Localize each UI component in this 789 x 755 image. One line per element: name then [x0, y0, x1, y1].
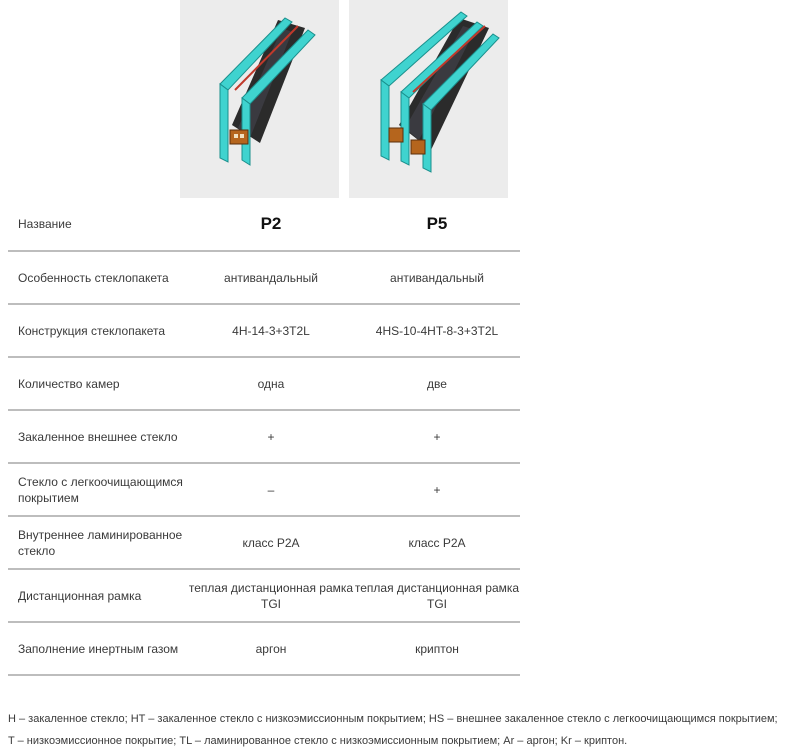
row-label: Количество камер — [8, 357, 188, 410]
cell-p5: антивандальный — [354, 251, 520, 304]
footnote — [8, 708, 788, 752]
double-glazing-section-icon — [180, 0, 339, 198]
table-row — [8, 357, 520, 410]
row-label: Внутреннее ламинированное стекло — [8, 516, 188, 569]
row-label: Конструкция стеклопакета — [8, 304, 188, 357]
column-title-p2: P2 — [188, 198, 354, 251]
column-title-p5: P5 — [354, 198, 520, 251]
cell-p2: + — [188, 410, 354, 463]
footnote-line-1: H – закаленное стекло; HT – закаленное стекло с низкоэмиссионным покрытием; HS – внешнее закаленное стекло с легкоочищающимся покрытием; — [8, 713, 778, 725]
cell-p2: одна — [188, 357, 354, 410]
product-image-p5 — [349, 0, 508, 198]
table-row — [8, 569, 520, 622]
row-label: Закаленное внешнее стекло — [8, 410, 188, 463]
table-row — [8, 622, 520, 675]
product-image-p2 — [180, 0, 339, 198]
cell-p2: – — [188, 463, 354, 516]
cell-p5: две — [354, 357, 520, 410]
cell-p2: класс P2A — [188, 516, 354, 569]
row-label: Дистанционная рамка — [8, 569, 188, 622]
cell-p5: криптон — [354, 622, 520, 675]
footnote-line-2: T – низкоэмиссионное покрытие; TL – ламинированное стекло с низкоэмиссионным покрытием; Ar – аргон; Kr – криптон. — [8, 735, 628, 747]
row-label: Заполнение инертным газом — [8, 622, 188, 675]
cell-p5: 4HS-10-4HT-8-3+3T2L — [354, 304, 520, 357]
cell-p2: аргон — [188, 622, 354, 675]
table-header-row — [8, 198, 520, 251]
table-row — [8, 410, 520, 463]
row-label: Особенность стеклопакета — [8, 251, 188, 304]
header-label: Название — [8, 198, 188, 251]
table-row — [8, 463, 520, 516]
table-row — [8, 251, 520, 304]
row-label: Стекло с легкоочищающимся покрытием — [8, 463, 188, 516]
cell-p2: теплая дистанционная рамка TGI — [188, 569, 354, 622]
triple-glazing-section-icon — [349, 0, 508, 198]
table-row — [8, 516, 520, 569]
spec-table — [8, 198, 520, 676]
cell-p2: антивандальный — [188, 251, 354, 304]
cell-p5: + — [354, 463, 520, 516]
cell-p5: класс P2A — [354, 516, 520, 569]
cell-p2: 4H-14-3+3T2L — [188, 304, 354, 357]
cell-p5: теплая дистанционная рамка TGI — [354, 569, 520, 622]
cell-p5: + — [354, 410, 520, 463]
table-row — [8, 304, 520, 357]
